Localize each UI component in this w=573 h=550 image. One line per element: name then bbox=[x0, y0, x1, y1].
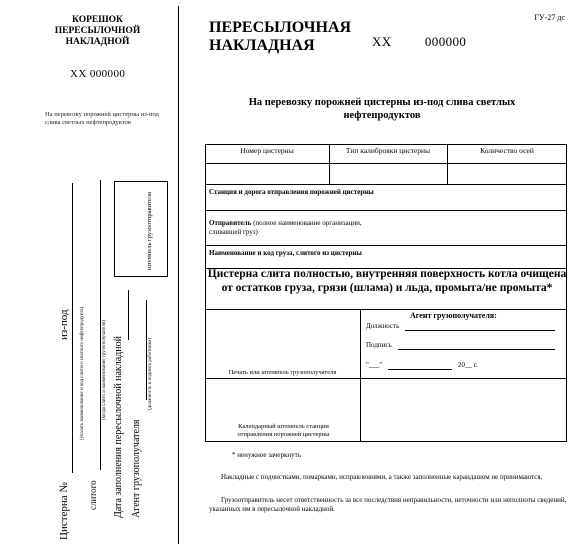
col-header-cistern-number: Номер цистерны bbox=[240, 146, 294, 155]
statement: Цистерна слита полностью, внутренняя поверхность котла очищена от остатков груза, грязи (шлама) и льда, промыта/не промыта* bbox=[207, 268, 567, 294]
stub-agent-label: Агент грузополучателя bbox=[131, 419, 142, 518]
form-title: ПЕРЕСЫЛОЧНАЯ НАКЛАДНАЯ bbox=[209, 19, 352, 54]
table-rule bbox=[360, 309, 361, 442]
form-code: ГУ-27 дс bbox=[534, 13, 565, 22]
station-label: Станция и дорога отправления порожней цистерны bbox=[209, 188, 374, 196]
stub-stamp-box bbox=[114, 181, 168, 277]
date-month-line bbox=[388, 369, 452, 370]
stub-cistern-label: Цистерна № bbox=[58, 482, 70, 540]
table-rule bbox=[205, 378, 567, 379]
position-line bbox=[405, 330, 555, 331]
signature-line bbox=[398, 349, 555, 350]
stub-cistern-line bbox=[72, 183, 73, 473]
stub-stamp-label: штемпель грузоотправителя bbox=[146, 191, 153, 270]
stub-drained-hint: (когда слито и наименование грузополучателя) bbox=[102, 320, 107, 420]
col-header-axle-count: Количество осей bbox=[480, 146, 534, 155]
stub-number: XX 000000 bbox=[70, 68, 126, 80]
stamp-caption: Печать или штемпель грузополучателя bbox=[228, 369, 337, 376]
tear-line bbox=[178, 6, 179, 544]
cargo-label: Наименование и код груза, слитого из цистерны bbox=[209, 249, 362, 257]
stub-from-label: из-под bbox=[58, 309, 70, 340]
note-responsibility: Грузоотправитель несет ответственность за все последствия неправильности, неточности или неполноты сведений, указанных им в пересылочной накладной. bbox=[209, 496, 567, 513]
date-prefix: "___" bbox=[366, 361, 383, 369]
col-header-calibration-type: Тип калибровки цистерны bbox=[345, 146, 431, 155]
table-rule bbox=[329, 144, 330, 184]
footnote: * ненужное зачеркнуть bbox=[232, 451, 301, 459]
sender-label: Отправитель (полное наименование организации, сливавшей груз) bbox=[209, 219, 362, 236]
stub-drained-line bbox=[100, 180, 101, 470]
position-label: Должность bbox=[366, 322, 400, 330]
stub-subtitle: На перевозку порожней цистерны из-под слива светлых нефтепродуктов bbox=[45, 111, 159, 126]
table-rule bbox=[205, 184, 567, 185]
stub-drained-label: слитого bbox=[88, 480, 98, 510]
table-rule bbox=[205, 163, 567, 164]
stub-agent-hint: (должность и подпись работника) bbox=[148, 338, 153, 410]
date-year: 20__ г. bbox=[458, 361, 478, 369]
form-number: XX 000000 bbox=[372, 34, 467, 49]
table-rule bbox=[447, 144, 448, 184]
agent-title: Агент грузополучателя: bbox=[410, 311, 497, 320]
stub-date-line bbox=[128, 290, 129, 340]
form-subtitle: На перевозку порожней цистерны из-под слива светлых нефтепродуктов bbox=[248, 97, 516, 121]
calendar-caption: Календарный штемпель станции отправления порожней цистерны bbox=[237, 423, 330, 438]
stub-title: КОРЕШОК ПЕРЕСЫЛОЧНОЙ НАКЛАДНОЙ bbox=[54, 15, 141, 47]
stub-agent-line bbox=[146, 300, 147, 400]
table-rule bbox=[205, 309, 567, 310]
table-rule bbox=[205, 245, 567, 246]
table-rule bbox=[205, 210, 567, 211]
stub-date-label: Дата заполнения пересылочной накладной bbox=[113, 336, 124, 518]
stub-from-hint: (указать наименование и код слитого светлого нефтепродукта) bbox=[80, 306, 85, 440]
signature-label: Подпись bbox=[366, 341, 392, 349]
note-not-accepted: Накладные с подчистками, помарками, исправлениями, а также заполненные карандашом не принимаются. bbox=[221, 473, 543, 481]
